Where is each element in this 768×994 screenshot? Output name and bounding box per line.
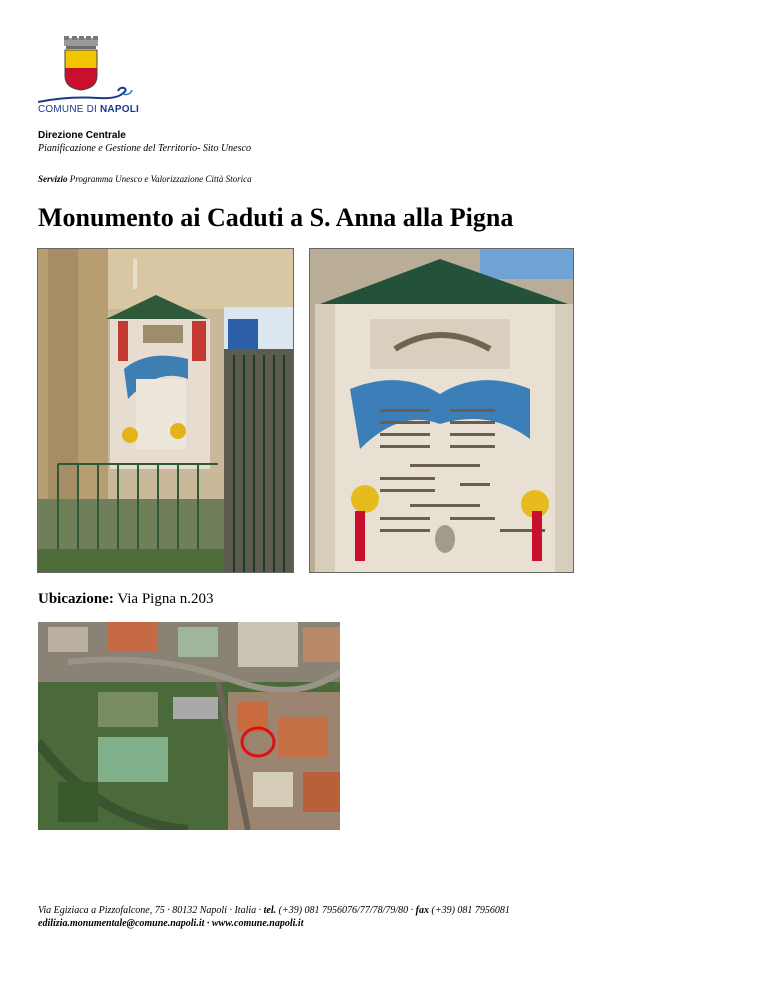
department-title: Direzione Centrale xyxy=(38,130,126,141)
location-value: Via Pigna n.203 xyxy=(117,591,214,607)
service-label: Servizio xyxy=(38,174,68,184)
crown-icon xyxy=(64,36,98,49)
location-line xyxy=(38,591,214,608)
service-name: Programma Unesco e Valorizzazione Città Storica xyxy=(69,174,252,184)
wave-icon xyxy=(38,88,132,102)
footer-contacts: edilizia.monumentale@comune.napoli.it · www.comune.napoli.it xyxy=(38,918,304,929)
footer-address: Via Egiziaca a Pizzofalcone, 75 · 80132 Napoli · Italia · tel. (+39) 081 7956076/77/78/79/80 · fax (+39) 081 7956081 xyxy=(38,905,510,916)
monument-photo-side-view xyxy=(37,248,294,573)
department-subtitle: Pianificazione e Gestione del Territorio- Sito Unesco xyxy=(38,143,251,154)
service-line xyxy=(38,174,252,184)
location-label: Ubicazione: xyxy=(38,591,114,607)
logo-wordmark: COMUNE DI NAPOLI xyxy=(38,104,139,115)
monument-photo-front-view xyxy=(309,248,574,573)
page-title: Monumento ai Caduti a S. Anna alla Pigna xyxy=(38,203,514,232)
shield-icon xyxy=(65,50,97,90)
aerial-map xyxy=(38,622,340,830)
